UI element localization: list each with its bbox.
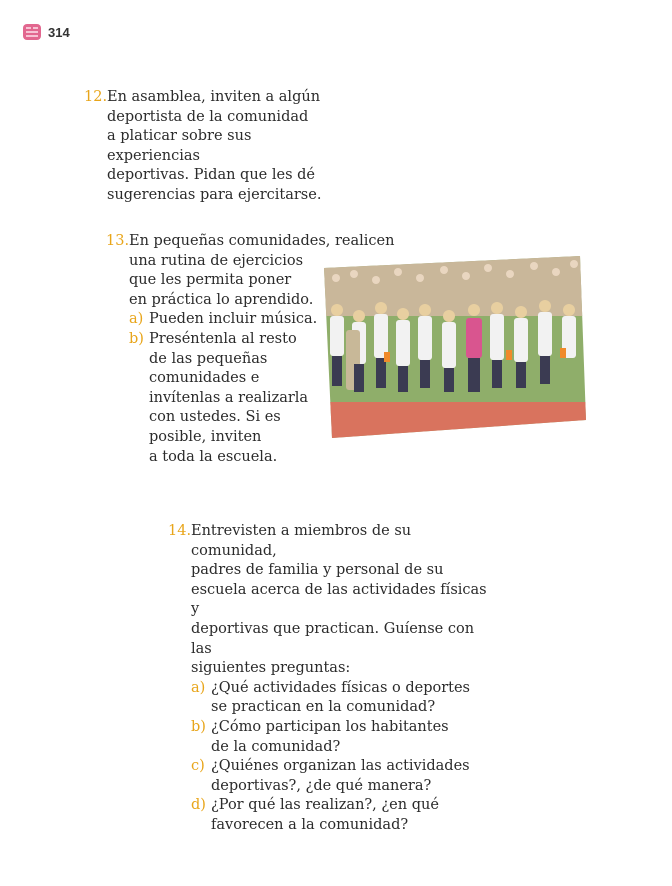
subitem-letter: a) bbox=[191, 679, 206, 696]
text-line: con ustedes. Si es bbox=[149, 409, 281, 426]
text-line: ¿Qué actividades físicas o deportes bbox=[211, 679, 470, 696]
text-line: padres de familia y personal de su bbox=[191, 562, 444, 579]
activity-12 bbox=[84, 88, 344, 206]
text-line: de la comunidad? bbox=[211, 738, 341, 755]
stadium-crowd-photo bbox=[324, 256, 586, 438]
text-line: Preséntenla al resto bbox=[149, 330, 297, 347]
subitem-letter: b) bbox=[129, 330, 144, 347]
text-line: deportivas?, ¿de qué manera? bbox=[211, 777, 432, 794]
text-line: en práctica lo aprendido. bbox=[129, 291, 314, 308]
text-line: deportivas que practican. Guíense con las bbox=[191, 620, 475, 657]
text-line: Pueden incluir música. bbox=[149, 311, 318, 328]
text-line: deportivas. Pidan que les dé bbox=[107, 167, 315, 184]
text-line: escuela acerca de las actividades físicas y bbox=[191, 581, 487, 618]
text-line: ¿Quiénes organizan las actividades bbox=[211, 758, 470, 775]
item-number: 14. bbox=[168, 523, 192, 539]
text-line: posible, inviten bbox=[149, 428, 262, 445]
text-line: favorecen a la comunidad? bbox=[211, 816, 409, 833]
text-line: a toda la escuela. bbox=[149, 448, 278, 465]
text-line: que les permita poner bbox=[129, 272, 292, 289]
text-line: sugerencias para ejercitarse. bbox=[107, 186, 322, 203]
text-line: En pequeñas comunidades, realicen bbox=[129, 233, 395, 249]
activity-14 bbox=[168, 522, 498, 836]
page-number: 314 bbox=[48, 24, 70, 40]
text-line: de las pequeñas bbox=[149, 350, 268, 367]
text-line: invítenlas a realizarla bbox=[149, 389, 309, 406]
question-a bbox=[191, 679, 498, 718]
question-b bbox=[191, 718, 498, 757]
item-number: 13. bbox=[106, 233, 130, 249]
subitem-letter: b) bbox=[191, 718, 206, 735]
text-line: ¿Por qué las realizan?, ¿en qué bbox=[211, 797, 439, 814]
text-line: deportista de la comunidad bbox=[107, 108, 309, 125]
text-line: ¿Cómo participan los habitantes bbox=[211, 718, 449, 735]
text-line: comunidades e bbox=[149, 370, 260, 387]
text-line: Entrevisten a miembros de su comunidad, bbox=[191, 523, 412, 559]
text-line: una rutina de ejercicios bbox=[129, 252, 304, 269]
text-line: a platicar sobre sus experiencias bbox=[107, 128, 252, 164]
subitem-letter: c) bbox=[191, 758, 205, 775]
page-badge bbox=[22, 22, 70, 42]
book-logo-icon bbox=[22, 22, 42, 42]
subitem-letter: d) bbox=[191, 797, 206, 814]
question-c bbox=[191, 757, 498, 796]
item-number: 12. bbox=[84, 89, 108, 105]
text-line: En asamblea, inviten a algún bbox=[107, 89, 321, 105]
text-line: siguientes preguntas: bbox=[191, 660, 351, 677]
question-d bbox=[191, 796, 498, 835]
text-line: se practican en la comunidad? bbox=[211, 699, 436, 716]
subitem-letter: a) bbox=[129, 311, 144, 328]
